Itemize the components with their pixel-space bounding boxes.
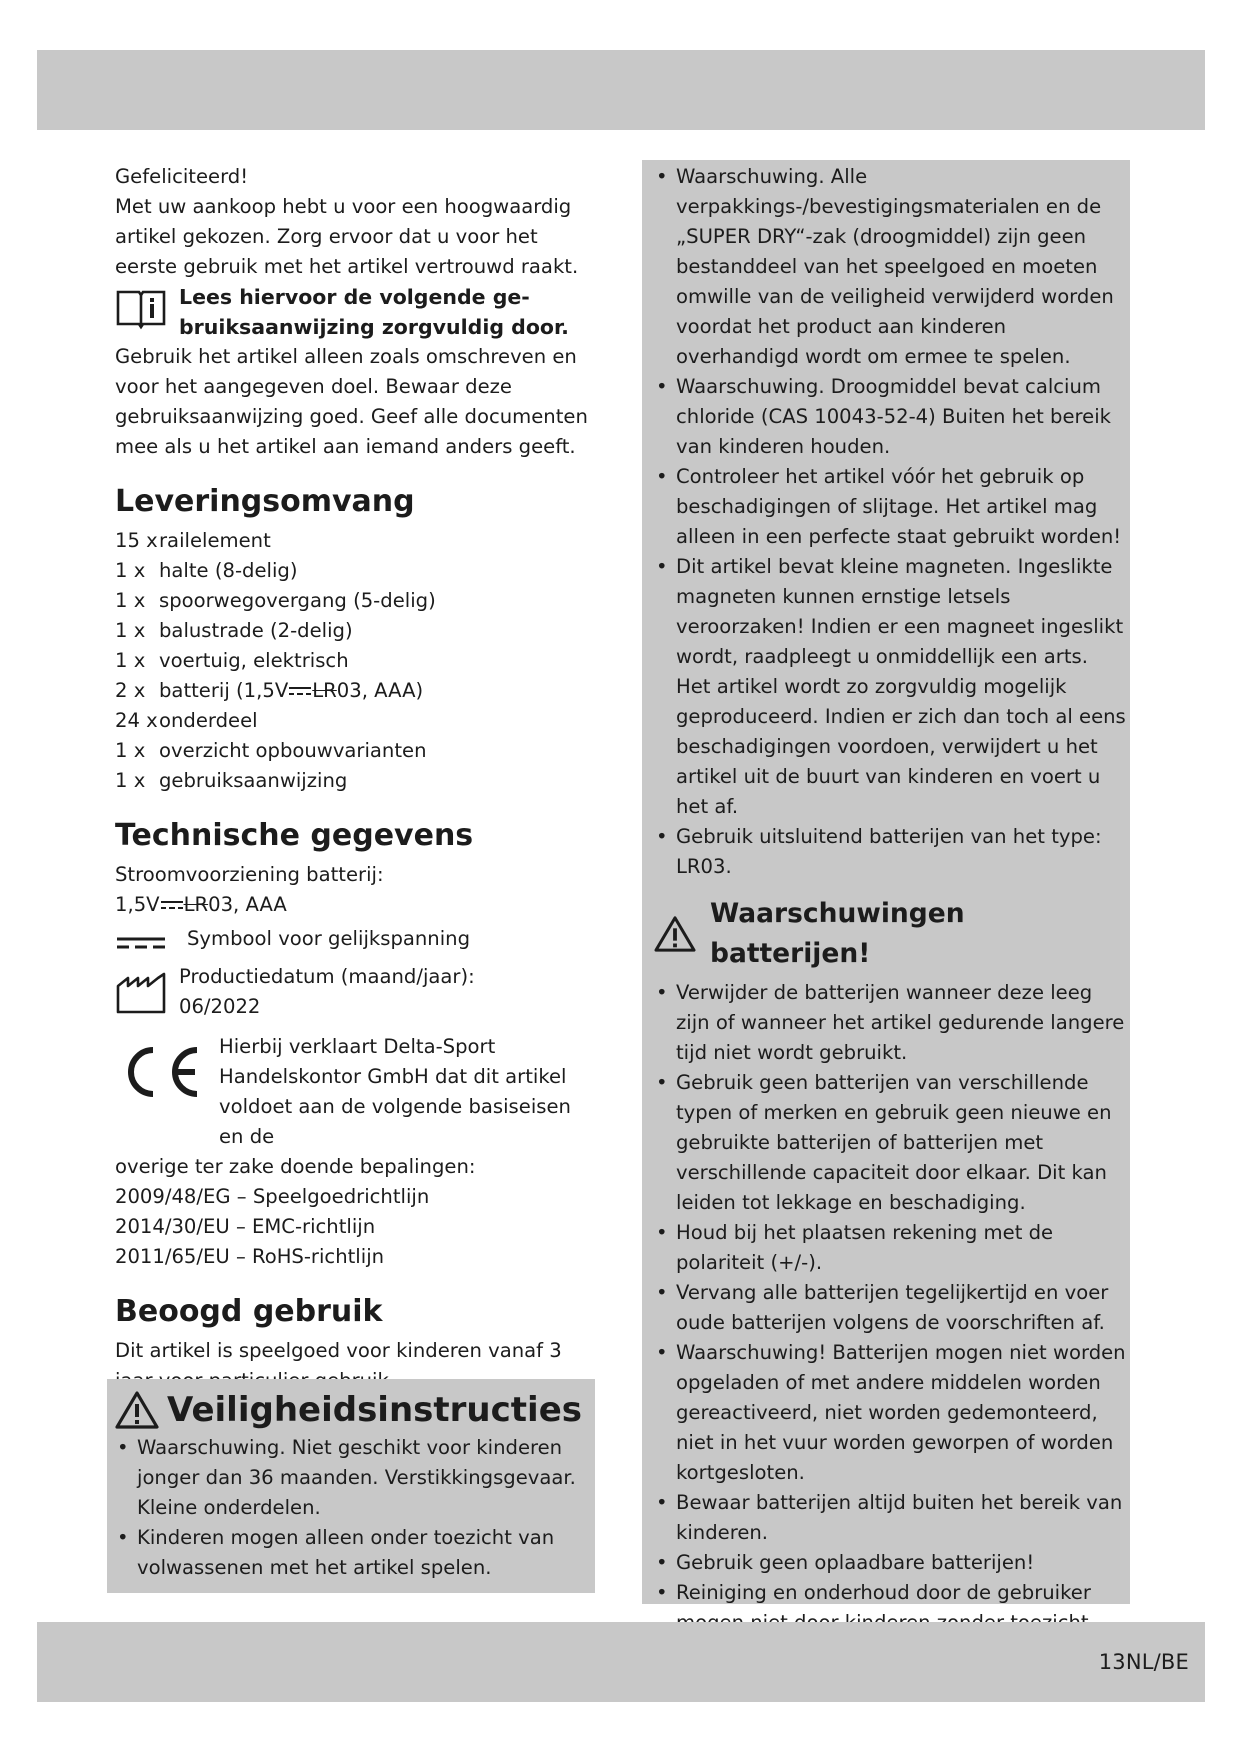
item-label: spoorwegovergang (5-delig) bbox=[159, 589, 436, 612]
list-item: • Reiniging en onderhoud door de gebruiker bbox=[654, 1578, 1126, 1668]
item-qty: 24 x bbox=[115, 709, 158, 732]
item-qty: 1 x bbox=[115, 619, 146, 642]
manufacture-date-icon bbox=[115, 970, 167, 1014]
item-qty: 1 x bbox=[115, 739, 146, 762]
direct-current-icon bbox=[115, 937, 167, 949]
list-item: • Bewaar batterijen altijd buiten het bereik van kinderen. bbox=[654, 1488, 1126, 1548]
delivery-item bbox=[115, 586, 595, 616]
item-label: halte (8-delig) bbox=[159, 559, 298, 582]
dc-symbol-icon bbox=[160, 898, 184, 912]
dc-symbol-row bbox=[115, 924, 595, 954]
header-band bbox=[37, 50, 1205, 130]
left-column bbox=[115, 162, 595, 1396]
item-qty: 1 x bbox=[115, 649, 146, 672]
delivery-list bbox=[115, 526, 595, 796]
item-label: overzicht opbouwvarianten bbox=[159, 739, 427, 762]
item-label: onderdeel bbox=[159, 709, 258, 732]
item-qty: 1 x bbox=[115, 589, 146, 612]
warning-icon bbox=[654, 915, 696, 953]
item-label: gebruiksaanwijzing bbox=[159, 769, 348, 792]
list-item: • Kinderen mogen alleen onder toezicht van volwassenen met het artikel spelen. bbox=[115, 1523, 585, 1583]
dc-symbol-text: Symbool voor gelijkspanning bbox=[187, 927, 471, 950]
safety-title: Veiligheidsinstructies bbox=[167, 1390, 582, 1430]
item-label: voertuig, elektrisch bbox=[159, 649, 349, 672]
footer-band bbox=[37, 1622, 1205, 1702]
item-qty: 2 x bbox=[115, 679, 146, 702]
read-manual-icon bbox=[115, 286, 167, 330]
notice-line-1: Lees hiervoor de volgende ge- bbox=[179, 285, 530, 309]
dc-symbol-icon bbox=[288, 684, 312, 698]
usage-paragraph: Gebruik het artikel alleen zoals omschreven en voor het aangegeven doel. Bewaar deze gebruiksaanwijzing goed. Geef alle documenten mee als u het artikel aan iemand anders geeft. bbox=[115, 345, 588, 458]
intended-use-text: Dit artikel is speelgoed voor kinderen vanaf 3 bbox=[115, 1339, 562, 1362]
production-row bbox=[115, 962, 595, 1022]
list-item: • Waarschuwing. Droogmiddel bevat calcium chloride (CAS 10043-52-4) Buiten het bereik van kinderen houden. bbox=[654, 372, 1126, 462]
delivery-item bbox=[115, 616, 595, 646]
ce-row bbox=[115, 1032, 595, 1152]
notice-line-2: bruiksaanwijzing zorgvuldig door. bbox=[179, 315, 569, 339]
item-qty: 15 x bbox=[115, 529, 158, 552]
delivery-item bbox=[115, 736, 595, 766]
directive: 2009/48/EG – Speelgoedrichtlijn bbox=[115, 1185, 430, 1208]
delivery-item bbox=[115, 526, 595, 556]
list-item: • Gebruik geen oplaadbare batterijen! bbox=[654, 1548, 1126, 1578]
delivery-item bbox=[115, 676, 595, 706]
safety-box bbox=[107, 1379, 595, 1593]
intended-use-title: Beoogd gebruik bbox=[115, 1294, 383, 1329]
page-number: 13NL/BE bbox=[1098, 1650, 1189, 1674]
greeting: Gefeliciteerd! bbox=[115, 165, 249, 188]
ce-declaration-cont: overige ter zake doende bepalingen: bbox=[115, 1155, 476, 1178]
delivery-title: Leveringsomvang bbox=[115, 484, 415, 519]
safety-heading bbox=[115, 1387, 585, 1433]
safety-list bbox=[115, 1433, 585, 1583]
item-qty: 1 x bbox=[115, 559, 146, 582]
technical-title: Technische gegevens bbox=[115, 818, 474, 853]
ce-mark-icon bbox=[115, 1038, 203, 1106]
list-item: • Dit artikel bevat kleine magneten. Ingeslikte magneten kunnen ernstige letsels veroorzaken! Indien er een magneet ingeslikt wordt, raadpleegt u onmiddellijk een arts. Het artikel wordt zo zorgvuldig mogelijk geproduceerd. Indien er zich dan toch al eens beschadigingen voordoen, verwijdert u het artikel uit de buurt van kinderen en voert u het af. bbox=[654, 552, 1126, 822]
list-item: • Houd bij het plaatsen rekening met de polariteit (+/-). bbox=[654, 1218, 1126, 1278]
list-item: • Controleer het artikel vóór het gebruik op beschadigingen of slijtage. Het artikel mag alleen in een perfecte staat gebruikt worden! bbox=[654, 462, 1126, 552]
ce-declaration: Hierbij verklaart Delta-Sport Handelskontor GmbH dat dit artikel voldoet aan de volgende basiseisen en de bbox=[219, 1035, 571, 1148]
production-date: 06/2022 bbox=[179, 995, 261, 1018]
intro-paragraph: Met uw aankoop hebt u voor een hoogwaardig artikel gekozen. Zorg ervoor dat u voor het eerste gebruik met het artikel vertrouwd raakt. bbox=[115, 195, 579, 278]
directive: 2014/30/EU – EMC-richtlijn bbox=[115, 1215, 376, 1238]
warning-icon bbox=[115, 1390, 159, 1430]
directive: 2011/65/EU – RoHS-richtlijn bbox=[115, 1245, 385, 1268]
list-item: • Waarschuwing. Niet geschikt voor kinderen jonger dan 36 maanden. Verstikkingsgevaar. Kleine onderdelen. bbox=[115, 1433, 585, 1523]
list-item: • Gebruik uitsluitend batterijen van het type: LR03. bbox=[654, 822, 1126, 882]
delivery-item bbox=[115, 646, 595, 676]
list-item: • Verwijder de batterijen wanneer deze leeg zijn of wanneer het artikel gedurende langere tijd niet wordt gebruikt. bbox=[654, 978, 1126, 1068]
power-value: 1,5V LR03, AAA bbox=[115, 893, 287, 916]
list-item: • Waarschuwing! Batterijen mogen niet worden opgeladen of met andere middelen worden gereactiveerd, niet worden gedemonteerd, niet in het vuur worden geworpen of worden kortgesloten. bbox=[654, 1338, 1126, 1488]
item-qty: 1 x bbox=[115, 769, 146, 792]
battery-list bbox=[654, 978, 1126, 1668]
battery-heading bbox=[654, 894, 1126, 974]
manual-notice bbox=[115, 282, 595, 342]
list-item: • Vervang alle batterijen tegelijkertijd en voer oude batterijen volgens de voorschriften af. bbox=[654, 1278, 1126, 1338]
item-label: balustrade (2-delig) bbox=[159, 619, 353, 642]
battery-title: Waarschuwingen batterijen! bbox=[710, 898, 965, 969]
item-label: railelement bbox=[159, 529, 271, 552]
production-label: Productiedatum (maand/jaar): bbox=[179, 965, 475, 988]
right-column bbox=[642, 160, 1130, 1604]
list-item: • Gebruik geen batterijen van verschillende typen of merken en gebruik geen nieuwe en gebruikte batterijen of batterijen met verschillende capaciteit door elkaar. Dit kan leiden tot lekkage en beschadiging. bbox=[654, 1068, 1126, 1218]
delivery-item bbox=[115, 766, 595, 796]
delivery-item bbox=[115, 706, 595, 736]
delivery-item bbox=[115, 556, 595, 586]
safety-list-continued bbox=[654, 162, 1126, 882]
power-label: Stroomvoorziening batterij: bbox=[115, 863, 384, 886]
item-label: batterij (1,5V LR03, AAA) bbox=[159, 679, 424, 702]
list-item: • Waarschuwing. Alle verpakkings-/bevestigingsmaterialen en de „SUPER DRY“-zak (droogmiddel) zijn geen bestanddeel van het speelgoed en moeten omwille van de veiligheid verwijderd worden voordat het product aan kinderen overhandigd wordt om ermee te spelen. bbox=[654, 162, 1126, 372]
